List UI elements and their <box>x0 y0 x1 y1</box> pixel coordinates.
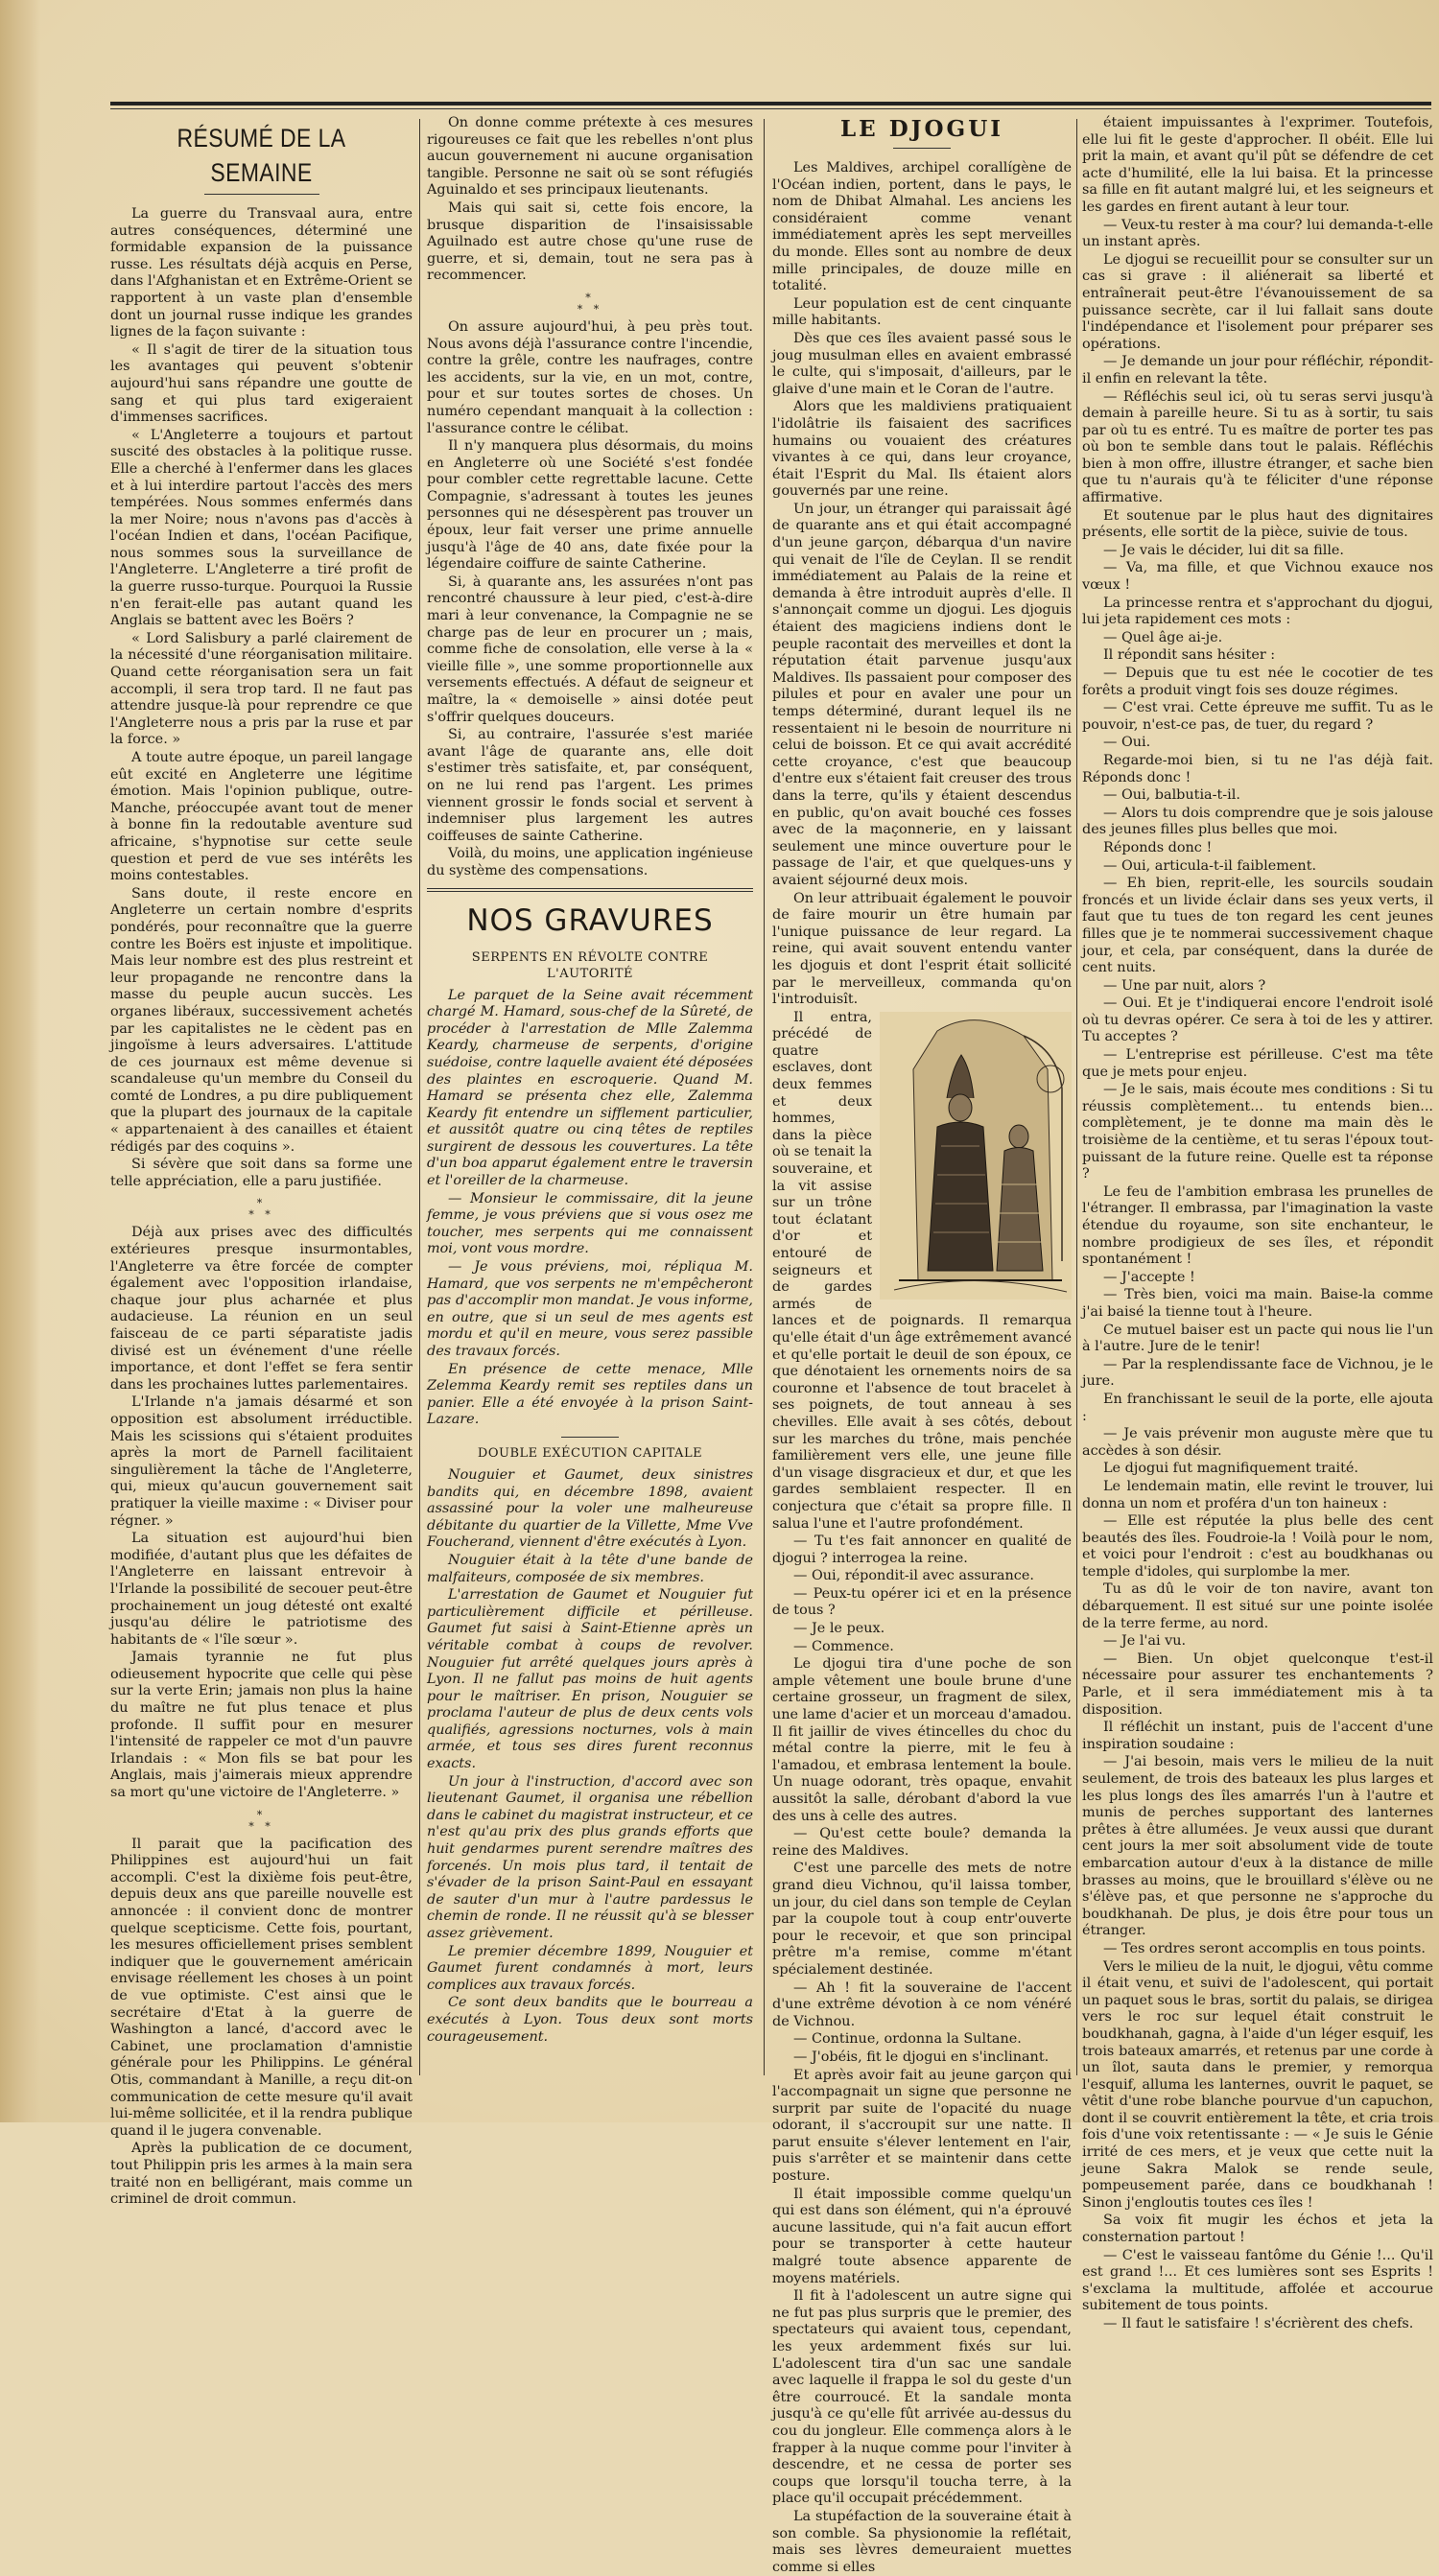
paragraph: — C'est vrai. Cette épreuve me suffit. Tu as le pouvoir, n'est-ce pas, de tuer, du regard ? <box>1082 700 1433 733</box>
paragraph: Il parait que la pacification des Philippines est aujourd'hui un fait accompli. C'est la dixième fois peut-être, depuis deux ans que pareille nouvelle est annoncée : il convient donc de montrer quelque scepticisme. Cette fois, pourtant, les mesures officiellement prises semblent indiquer que le gouvernement américain envisage réellement les choses à un point de vue optimiste. C'est ainsi que le secrétaire d'Etat à la guerre de Washington a lancé, d'accord avec le Cabinet, une proclamation d'amnistie générale pour les Philippins. Le général Otis, commandant à Manille, a reçu dit-on communication de cette mesure qu'il avait lui-même sollicitée, et il la rendra publique quand il le jugera convenable. <box>110 1836 413 2139</box>
paragraph: On assure aujourd'hui, à peu près tout. Nous avons déjà l'assurance contre l'incendie, contre la grêle, contre les naufrages, contre les accidents, sur la vie, en un mot, contre, pour et sur toutes sortes de choses. Un numéro cependant manquait à la collection : l'assurance contre le célibat. <box>427 318 753 436</box>
section-rule <box>427 888 753 892</box>
serpents-heading: SERPENTS EN RÉVOLTE CONTRE L'AUTORITÉ <box>471 949 709 981</box>
paragraph: La princesse rentra et s'approchant du djogui, lui jeta rapidement ces mots : <box>1082 595 1433 628</box>
paragraph: — C'est le vaisseau fantôme du Génie !... Qu'il est grand !... Et ces lumières sont ses Esprits ! s'exclama la multitude, affolée et accourue subitement de tous points. <box>1082 2247 1433 2314</box>
paragraph: Il fit à l'adolescent un autre signe qui ne fut pas plus surpris que le premier, des spectateurs qui avaient tous, cependant, les yeux ardemment fixés sur lui. L'adolescent tira d'un sac une sandale avec laquelle il frappa le sol du geste d'un être courroucé. Et la sandale monta jusqu'à ce qu'elle fût arrivée au-dessus du cou du jongleur. Elle commença alors à le frapper à la nuque comme pour l'inviter à descendre, et ne cessa de porter ses coups que lorsqu'il toucha terre, à la place qu'il occupait précédemment. <box>772 2288 1072 2507</box>
section-stars: * * * <box>248 1197 274 1222</box>
djogui-heading: LE DJOGUI <box>839 116 1004 142</box>
paragraph: — Je le sais, mais écoute mes conditions : Si tu réussis complètement... tu entends bien... complètement, je te donne ma main dès le troisième de la centième, et tu seras l'époux tout-puissant de la future reine. Quelle est ta réponse ? <box>1082 1082 1433 1183</box>
paragraph: Et soutenue par le plus haut des dignitaires présents, elle sortit de la pièce, suivie de tous. <box>1082 507 1433 541</box>
column-djogui <box>772 115 1072 2575</box>
paragraph: « Il s'agit de tirer de la situation tous les avantages qui peuvent s'obtenir aujourd'hui sans répandre une goutte de sang et qui plus tard exigeraient d'immenses sacrifices. <box>110 341 413 426</box>
heading-underline <box>204 194 319 195</box>
paragraph: Le premier décembre 1899, Nouguier et Gaumet furent condamnés à mort, leurs complices aux travaux forcés. <box>427 1943 753 1993</box>
paragraph: — Je vais prévenir mon auguste mère que tu accèdes à son désir. <box>1082 1426 1433 1459</box>
paragraph: Tu as dû le voir de ton navire, avant ton débarquement. Il est situé sur une pointe isolée de la terre ferme, au nord. <box>1082 1581 1433 1631</box>
column-middle <box>427 115 753 2091</box>
paragraph: Mais qui sait si, cette fois encore, la brusque disparition de l'insaisissable Aguilnado est autre chose qu'une ruse de guerre, et si, demain, tout ne sera pas à recommencer. <box>427 199 753 284</box>
paragraph: — Par la resplendissante face de Vichnou, je le jure. <box>1082 1356 1433 1390</box>
paragraph: — Je vais le décider, lui dit sa fille. <box>1103 542 1345 558</box>
column-rule <box>1076 119 1077 2075</box>
paragraph: L'Irlande n'a jamais désarmé et son opposition est absolument irréductible. Mais les scissions qui s'étaient produites après la mort de Parnell facilitaient singulièrement la tâche de l'Angleterre, qui, mieux qu'aucun gouvernement sait pratiquer la vieille maxime : « Diviser pour régner. » <box>110 1394 413 1529</box>
paragraph: Un jour à l'instruction, d'accord avec son lieutenant Gaumet, il organisa une rébellion dans le cabinet du magistrat instructeur, et ce n'est qu'au prix des plus grands efforts que huit gendarmes purent serendre maîtres des forcenés. Un mois plus tard, il tentait de s'évader de la prison Saint-Paul en essayant de sauter d'un mur à l'autre pardessus le chemin de ronde. Il ne réussit qu'à se blesser assez grièvement. <box>427 1773 753 1941</box>
paragraph: — Je l'ai vu. <box>1103 1633 1187 1650</box>
paragraph: L'arrestation de Gaumet et Nouguier fut particulièrement difficile et périlleuse. Gaumet fut saisi à Saint-Etienne après un véritable combat à coups de revolver. Nouguier fut arrêté quelques jours après à Lyon. Il ne fallut pas moins de huit agents pour le maîtriser. En prison, Nouguier se proclama l'auteur de plus de deux cents vols qualifiés, agressions nocturnes, vols à main armée, et tous ses dires furent reconnus exacts. <box>427 1587 753 1772</box>
paragraph: Le djogui se recueillit pour se consulter sur un cas si grave : il aliénerait sa liberté et entraînerait peut-être l'évanouissement de sa puissance secrète, car il lui fallait sans doute l'indépendance et l'isolement pour préparer ses opérations. <box>1082 251 1433 352</box>
paragraph: — Tu t'es fait annoncer en qualité de djogui ? interrogea la reine. <box>772 1534 1072 1566</box>
gravures-heading: NOS GRAVURES <box>466 902 714 938</box>
column-rule <box>419 119 420 2075</box>
paragraph: — Oui, répondit-il avec assurance. <box>793 1568 1034 1584</box>
paragraph: En franchissant le seuil de la porte, elle ajouta : <box>1082 1391 1433 1424</box>
paragraph: — L'entreprise est périlleuse. C'est ma tête que je mets pour enjeu. <box>1082 1047 1433 1080</box>
paragraph: Si, au contraire, l'assurée s'est mariée avant l'âge de quarante ans, elle doit s'estimer très satisfaite, et, par conséquent, on ne lui rend pas l'argent. Les primes viennent grossir le fonds social et servent à indemniser plus largement les autres coiffeuses de sainte Catherine. <box>427 727 753 844</box>
paragraph: Ce mutuel baiser est un pacte qui nous lie l'un à l'autre. Jure de le tenir! <box>1082 1322 1433 1355</box>
paragraph: Réponds donc ! <box>1103 839 1213 855</box>
paragraph: Regarde-moi bien, si tu ne l'as déjà fait. Réponds donc ! <box>1082 752 1433 785</box>
paragraph: — J'accepte ! <box>1103 1269 1195 1285</box>
heading-underline <box>893 148 951 149</box>
paragraph: — Ah ! fit la souveraine de l'accent d'une extrême dévotion à ce nom vénéré de Vichnou. <box>772 1979 1072 2029</box>
paragraph: Le feu de l'ambition embrasa les prunelles de l'étranger. Il embrassa, par l'imagination la vaste étendue du royaume, son site enchanteur, le nombre prodigieux de ses îles, et répondit spontanément ! <box>1082 1183 1433 1268</box>
paragraph: Il répondit sans hésiter : <box>1103 647 1276 664</box>
paragraph: « Lord Salisbury a parlé clairement de la nécessité d'une réorganisation militaire. Quand cette réorganisation sera un fait accompli, il sera trop tard. Il ne faut pas attendre jusque-là pour reprendre ce que l'Angleterre nous a pris par la ruse et par la force. » <box>110 630 413 748</box>
paragraph: — Continue, ordonna la Sultane. <box>793 2031 1022 2048</box>
paragraph: — Peux-tu opérer ici et en la présence de tous ? <box>772 1585 1072 1619</box>
header-rule-thin <box>110 108 1431 109</box>
paragraph: Le djogui fut magnifiquement traité. <box>1103 1461 1359 1477</box>
paragraph: Alors que les maldiviens pratiquaient l'idolâtrie ils faisaient des sacrifices humains ou vouaient des créatures vivantes à ce qui, dans leur croyance, était l'Esprit du Mal. Ils étaient alors gouvernés par une reine. <box>772 399 1072 500</box>
paragraph: Nouguier était à la tête d'une bande de malfaiteurs, composée de six membres. <box>427 1552 753 1585</box>
paragraph: — J'ai besoin, mais vers le milieu de la nuit seulement, de trois des bateaux les plus larges et les plus longs des îles amarrés l'un à l'autre et munis de perches supportant des lanternes prêtes à être allumées. Je veux aussi que durant cent jours la mer soit absolument vide de toute embarcation autour d'eux à la distance de mille brasses au moins, que le brouillard s'élève ou ne s'élève pas, et que personne ne s'approche du boudkhanah. De plus, je dois être pour tous un étranger. <box>1082 1754 1433 1939</box>
paragraph: Un jour, un étranger qui paraissait âgé de quarante ans et qui était accompagné d'un jeune garçon, débarqua d'un navire qui venait de l'île de Ceylan. Il se rendit immédiatement au Palais de la reine et demanda à être introduit auprès d'elle. Il s'annonçait comme un djogui. Les djoguis étaient des magiciens indiens dont le peuple racontait des merveilles et dont la réputation était parvenue jusqu'aux Maldives. Ils passaient pour composer des pilules et pour en avaler une pour un temps déterminé, durant lequel ils ne ressentaient ni le besoin de nourriture ni celui de boisson. Et ce qui avait accrédité cette croyance, c'est que beaucoup d'entre eux s'étaient fait creuser des trous dans la terre, qu'ils y étaient descendus en public, qu'on avait bouché ces fosses avec de la maçonnerie, en y laissant seulement une mince ouverture pour le passage de l'air, et que quelques-uns y avaient séjourné deux mois. <box>772 501 1072 888</box>
paragraph: — Il faut le satisfaire ! s'écrièrent des chefs. <box>1103 2316 1414 2331</box>
paragraph: Il n'y manquera plus désormais, du moins en Angleterre où une Société s'est fondée pour combler cette regrettable lacune. Cette Compagnie, s'adressant à toutes les jeunes personnes qui ne désespèrent pas trouver un époux, leur fait verser une prime annuelle jusqu'à l'âge de 40 ans, date fixée pour la légendaire coiffure de sainte Catherine. <box>427 438 753 573</box>
paragraph: — J'obéis, fit le djogui en s'inclinant. <box>793 2049 1050 2065</box>
execution-heading: DOUBLE EXÉCUTION CAPITALE <box>477 1445 703 1461</box>
paragraph: — Elle est réputée la plus belle des cent beautés des îles. Foudroie-la ! Voilà pour le nom, et voici pour l'endroit : c'est au boudkhanas ou temple d'idoles, qui surplombe la mer. <box>1082 1513 1433 1580</box>
paragraph: La stupéfaction de la souveraine était à son comble. Sa physionomie la reflétait, mais ses lèvres demeuraient muettes comme si elles <box>772 2508 1072 2575</box>
paragraph: Le djogui tira d'une poche de son ample vêtement une boule brune d'une certaine grosseur, un fragment de silex, une lame d'acier et un morceau d'amadou. Il fit jaillir de vives étincelles du choc du métal contre la pierre, mit le feu à l'amadou, et embrasa lentement la boule. Un nuage odorant, très opaque, envahit aussitôt la salle, dérobant d'abord la vue des uns à celle des autres. <box>772 1656 1072 1824</box>
paragraph: — Eh bien, reprit-elle, les sourcils soudain froncés et un livide éclair dans ses yeux verts, il faut que tu tues de ton regard les cent jeunes filles que je te nommerai successivement chaque jour, et cela, par conséquent, dans la durée de cent nuits. <box>1082 876 1433 976</box>
paragraph: « L'Angleterre a toujours et partout suscité des obstacles à la politique russe. Elle a cherché à l'enfermer dans les glaces et à lui interdire partout l'accès des mers tempérées. Nous sommes enfermés dans la mer Noire; nous n'avons pas d'accès à l'océan Indien et dans, l'océan Pacifique, nous sommes sous la surveillance de l'Angleterre. L'Angleterre a tiré profit de la guerre russo-turque. Pourquoi la Russie n'en ferait-elle pas autant quand les Anglais se battent avec les Boërs ? <box>110 427 413 629</box>
paragraph: — Bien. Un objet quelconque t'est-il nécessaire pour assurer tes enchantements ? Parle, et il sera immédiatement mis à ta disposition. <box>1082 1651 1433 1718</box>
paragraph: Vers le milieu de la nuit, le djogui, vêtu comme il était venu, et suivi de l'adolescent, qui portait un paquet sous le bras, sortit du palais, se dirigea vers le roc sur lequel était construit le boudkhanah, gagna, à l'aide d'un léger esquif, les trois bateaux amarrés, et retenus par une corde à un îlot, sauta dans le premier, y remorqua l'esquif, alluma les lanternes, ouvrit le paquet, se vêtit d'une robe blanche pourvue d'un capuchon, dont il se couvrit entièrement la tête, et cria trois fois d'une voix retentissante : — « Je suis le Génie irrité de ces mers, et je veux que cette nuit la jeune Sakra Malok se rende seule, pompeusement parée, dans ce boudkhanah ! Sinon j'engloutis toutes ces îles ! <box>1082 1958 1433 2211</box>
paragraph: Jamais tyrannie ne fut plus odieusement hypocrite que celle qui pèse sur la verte Erin; jamais non plus la haine du maître ne fut plus tenace et plus profonde. Il suffit pour en mesurer l'intensité de rappeler ce mot d'un pauvre Irlandais : « Mon fils se bat pour les Anglais, mais j'aimerais mieux apprendre sa mort qu'une victoire de l'Angleterre. » <box>110 1650 413 1801</box>
paragraph: — Oui, balbutia-t-il. <box>1103 787 1240 804</box>
paragraph: — Alors tu dois comprendre que je sois jalouse des jeunes filles plus belles que moi. <box>1082 805 1433 838</box>
paragraph: La guerre du Transvaal aura, entre autres conséquences, déterminé une formidable expansion de la puissance russe. Les résultats déjà acquis en Perse, dans l'Afghanistan et en Extrême-Orient se rapportent à un vaste plan d'ensemble dont un journal russe indique les grandes lignes de la façon suivante : <box>110 206 413 340</box>
paragraph: — Réfléchis seul ici, où tu seras servi jusqu'à demain à pareille heure. Si tu as à sortir, tu sais par où tu es entré. Tu es maître de porter tes pas où bon te semble dans tout le palais. Réfléchis bien à mon offre, illustre étranger, et sache bien que tu n'aurais qu'à te féliciter d'une réponse affirmative. <box>1082 388 1433 506</box>
paragraph: Il entra, précédé de quatre esclaves, dont deux femmes et deux hommes, dans la pièce où se tenait la souveraine, et la vit assise sur un trône tout éclatant d'or et entouré de seigneurs et de gardes armés de lances et de poignards. Il remarqua qu'elle était d'un âge extrêmement avancé et qu'elle portait le deuil de son époux, ce que dénotaient les ornements noirs de sa couronne et l'absence de tout bracelet à ses poignets, de tout anneau à ses chevilles. Elle avait à ses côtés, debout sur les marches du trône, mais penchée familièrement vers elle, une jeune fille d'un visage disgracieux et dur, et que les gardes semblaient respecter. Il en conjectura que c'était sa propre fille. Il salua l'une et l'autre profondément. <box>772 1009 1072 1532</box>
paragraph: C'est une parcelle des mets de notre grand dieu Vichnou, qu'il laissa tomber, un jour, du ciel dans son temple de Ceylan par la coupole tout à coup entr'ouverte pour le recevoir, et que son principal prêtre m'a remise, comme m'étant spécialement destinée. <box>772 1861 1072 1978</box>
short-rule <box>561 1437 619 1438</box>
paragraph: On leur attribuait également le pouvoir de faire mourir un être humain par l'unique puissance de leur regard. La reine, qui avait souvent entendu vanter les djoguis et dont l'esprit était sollicité par le merveilleux, commanda qu'on l'introduisît. <box>772 890 1072 1008</box>
paragraph: — Oui. Et je t'indiquerai encore l'endroit isolé où tu devras opérer. Ce sera à toi de les y attirer. Tu acceptes ? <box>1082 995 1433 1045</box>
paragraph: En présence de cette menace, Mlle Zelemma Keardy remit ses reptiles dans un panier. Elle a été envoyée à la prison Saint-Lazare. <box>427 1361 753 1428</box>
paragraph: Il réfléchit un instant, puis de l'accent d'une inspiration soudaine : <box>1082 1720 1433 1752</box>
paragraph: — Je le peux. <box>793 1621 885 1637</box>
paragraph: étaient impuissantes à l'exprimer. Toutefois, elle lui fit le geste d'approcher. Il obéit. Elle lui prit la main, et avant qu'il pût se défendre de cet acte d'humilité, elle la lui baisa. Et la princesse sa fille en fit autant malgré lui, et les seigneurs et les gardes en firent autant à leur tour. <box>1082 115 1433 215</box>
paragraph: Déjà aux prises avec des difficultés extérieures presque insurmontables, l'Angleterre va être forcée de compter également avec l'opposition irlandaise, chaque jour plus acharnée et plus audacieuse. La réunion en un seul faisceau de ce parti séparatiste jadis divisé est un événement d'une réelle importance, et dont l'effet se fera sentir dans les prochaines luttes parlementaires. <box>110 1225 413 1393</box>
paragraph: — Quel âge ai-je. <box>1103 629 1223 645</box>
paragraph: On donne comme prétexte à ces mesures rigoureuses ce fait que les rebelles n'ont plus aucun gouvernement ni aucune organisation tangible. Personne ne sait où se sont réfugiés Aguinaldo et ses principaux lieutenants. <box>427 115 753 199</box>
paragraph: A toute autre époque, un pareil langage eût excité en Angleterre une légitime émotion. Mais l'opinion publique, outre-Manche, préoccupée avant tout de mener à bonne fin la redoutable aventure sud africaine, s'hypnotise sur cette seule question et perd de vue ses intérêts les moins contestables. <box>110 750 413 884</box>
paragraph: Après la publication de ce document, tout Philippin pris les armes à la main sera traité non en belligérant, mais comme un criminel de droit commun. <box>110 2141 413 2208</box>
paragraph: La situation est aujourd'hui bien modifiée, d'autant plus que les défaites de l'Angleterre en laissant entrevoir à l'Irlande la possibilité de secouer peut-être prochainement un joug détesté ont exalté jusqu'au délire le patriotisme des habitants de « l'île sœur ». <box>110 1531 413 1648</box>
paragraph: — Oui. <box>1103 735 1151 751</box>
paragraph: Voilà, du moins, une application ingénieuse du système des compensations. <box>427 846 753 878</box>
paragraph: Sa voix fit mugir les échos et jeta la consternation partout ! <box>1082 2213 1433 2246</box>
paragraph: — Monsieur le commissaire, dit la jeune femme, je vous préviens que si vous osez me toucher, mes serpents qui me connaissent moi, vont vous mordre. <box>427 1190 753 1257</box>
paragraph: — Depuis que tu est née le cocotier de tes forêts a produit vingt fois ses douze régimes. <box>1082 666 1433 698</box>
paragraph: Nouguier et Gaumet, deux sinistres bandits qui, en décembre 1898, avaient assassiné pour la voler une malheureuse débitante du quartier de la Villette, Mme Vve Foucherand, viennent d'être exécutés à Lyon. <box>427 1466 753 1551</box>
paragraph: — Tes ordres seront accomplis en tous points. <box>1103 1940 1427 1956</box>
column-resume <box>110 115 413 2208</box>
paragraph: Leur population est de cent cinquante mille habitants. <box>772 295 1072 329</box>
section-stars: * * * <box>248 1808 274 1833</box>
paragraph: Dès que ces îles avaient passé sous le joug musulman elles en avaient embrassé le culte, qui s'imposait, d'ailleurs, par le glaive d'une main et le Coran de l'autre. <box>772 330 1072 397</box>
paragraph: — Je vous préviens, moi, répliqua M. Hamard, que vos serpents ne m'empêcheront pas d'accomplir mon mandat. Je vous informe, en outre, que si un seul de mes agents est mordu et qu'il en meure, vous serez passible des travaux forcés. <box>427 1259 753 1359</box>
paragraph: — Veux-tu rester à ma cour? lui demanda-t-elle un instant après. <box>1082 217 1433 250</box>
section-stars: * * * <box>577 291 603 316</box>
paragraph: Si sévère que soit dans sa forme une telle appréciation, elle a paru justifiée. <box>110 1157 413 1189</box>
paragraph: Il était impossible comme quelqu'un qui est dans son élément, qui n'a éprouvé aucune lassitude, qui n'a fait aucun effort pour se transporter à cette hauteur malgré toute absence apparente de moyens matériels. <box>772 2186 1072 2286</box>
paragraph: Ce sont deux bandits que le bourreau a exécutés à Lyon. Tous deux sont morts courageusement. <box>427 1995 753 2045</box>
paragraph: Sans doute, il reste encore en Angleterre un certain nombre d'esprits pondérés, pour reconnaître que la guerre contre les Boërs est injuste et impolitique. Mais leur nombre est des plus restreint et leur propagande ne rencontre dans la masse du peuple aucun succès. Les organes libéraux, successivement achetés par les capitalistes ne le cèdent pas en jingoïsme à leurs adversaires. L'attitude de ces journaux est même devenue si scandaleuse qu'un membre du Conseil du comté de Londres, a pu dire publiquement que la plupart des journaux de la capitale « appartenaient à des canailles et étaient rédigés par des coquins ». <box>110 885 413 1155</box>
paragraph: — Qu'est cette boule? demanda la reine des Maldives. <box>772 1826 1072 1859</box>
paragraph: — Commence. <box>793 1638 894 1654</box>
paragraph: — Très bien, voici ma main. Baise-la comme j'ai baisé la tienne tout à l'heure. <box>1082 1287 1433 1320</box>
column-rule <box>764 119 765 2075</box>
resume-heading: RÉSUMÉ DE LA SEMAINE <box>177 124 346 187</box>
column-djogui-cont <box>1082 115 1433 2331</box>
paragraph: — Oui, articula-t-il faiblement. <box>1103 857 1317 874</box>
paragraph: Et après avoir fait au jeune garçon qui l'accompagnait un signe que personne ne surprit par suite de l'opacité du nuage odorant, il s'accroupit sur une natte. Il parut ensuite s'élever lentement en l'air, puis s'arrêter et se maintenir dans cette posture. <box>772 2067 1072 2185</box>
page-edge-shadow <box>0 0 40 2122</box>
header-rule <box>110 102 1431 105</box>
paragraph: Les Maldives, archipel corallígène de l'Océan indien, portent, dans le pays, le nom de Dhibat Almahal. Les anciens les considéraient comme venant immédiatement après les sept merveilles du monde. Elles sont au nombre de deux mille principales, de douze mille en totalité. <box>772 160 1072 294</box>
paragraph: Si, à quarante ans, les assurées n'ont pas rencontré chaussure à leur pied, c'est-à-dire mari à leur convenance, la Compagnie ne se charge pas de leur en procurer un ; mais, comme fiche de consolation, elle verse à la « vieille fille », une somme proportionnelle aux versements effectués. A défaut de seigneur et maître, la « demoiselle » ainsi dotée peut s'offrir quelques douceurs. <box>427 574 753 725</box>
paragraph: — Une par nuit, alors ? <box>1103 977 1266 994</box>
engraving-illustration <box>880 1012 1072 1300</box>
paragraph: Le parquet de la Seine avait récemment chargé M. Hamard, sous-chef de la Sûreté, de procéder à l'arrestation de Mlle Zalemma Keardy, charmeuse de serpents, d'origine suédoise, contre laquelle avaient été déposées des plaintes en escroquerie. Quand M. Hamard se présenta chez elle, Zalemma Keardy fit entendre un sifflement particulier, et aussitôt quatre ou cinq têtes de reptiles surgirent de dessous les couvertures. La tête d'un boa apparut également entre le traversin et l'oreiller de la charmeuse. <box>427 987 753 1189</box>
paragraph: — Je demande un jour pour réfléchir, répondit-il enfin en relevant la tête. <box>1082 354 1433 386</box>
paragraph: — Va, ma fille, et que Vichnou exauce nos vœux ! <box>1082 560 1433 594</box>
paragraph: Le lendemain matin, elle revint le trouver, lui donna un nom et proféra d'un ton haineux : <box>1082 1478 1433 1511</box>
